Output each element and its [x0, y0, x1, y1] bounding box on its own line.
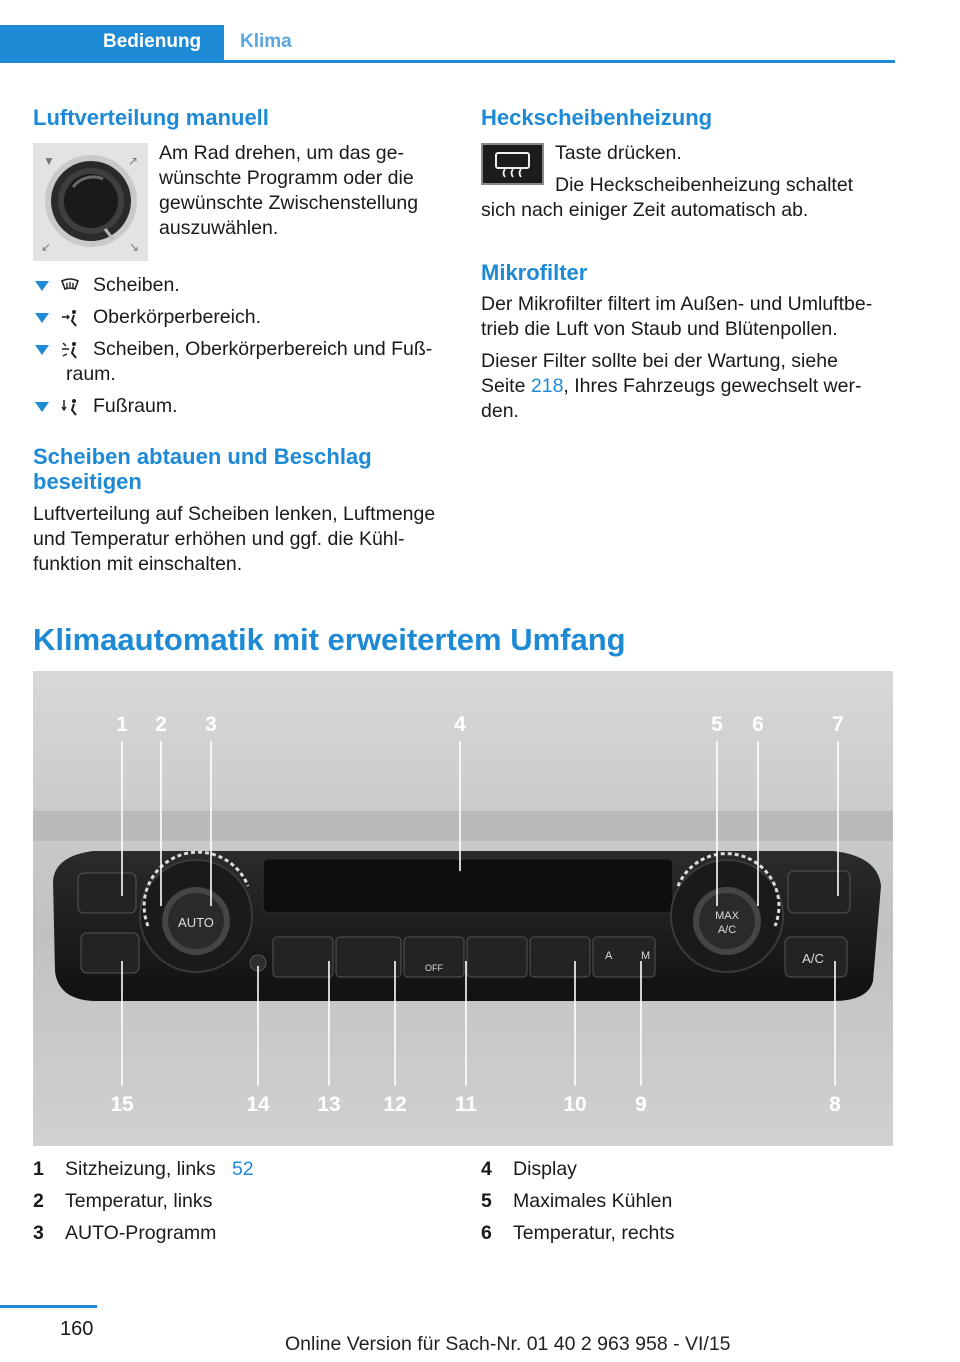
legend-number: 5 [481, 1190, 492, 1212]
legend-number: 2 [33, 1190, 44, 1212]
legend-label: AUTO-Programm [65, 1222, 217, 1244]
bullet-triangle-icon [35, 402, 49, 412]
callout-13: 13 [317, 1093, 341, 1116]
callout-14: 14 [246, 1093, 270, 1116]
callout-15: 15 [110, 1093, 134, 1116]
paragraph-line: den. [481, 400, 519, 422]
list-item [33, 394, 453, 420]
page-link-52[interactable]: 52 [231, 1158, 254, 1180]
legend-label: Sitzheizung, links [65, 1158, 216, 1180]
intro-line-2: wünschte Programm oder die [159, 167, 414, 189]
legend-label: Temperatur, rechts [513, 1222, 675, 1244]
paragraph-line: Luftverteilung auf Scheiben lenken, Luftmenge [33, 503, 436, 525]
footwell-air-icon [60, 398, 80, 416]
paragraph-line: Der Mikrofilter filtert im Außen- und Umluftbe- [481, 293, 873, 315]
legend-label: Temperatur, links [65, 1190, 213, 1212]
paragraph-line [481, 374, 901, 400]
upper-body-air-icon [60, 309, 80, 327]
legend-left [33, 1158, 463, 1258]
bullet-text-cont: raum. [66, 363, 116, 385]
legend-number: 1 [33, 1158, 44, 1180]
legend-number: 6 [481, 1222, 492, 1244]
tab-bedienung-label: Bedienung [103, 31, 202, 52]
windshield-icon [60, 277, 80, 295]
auto-button-label: AUTO [178, 915, 214, 930]
paragraph-line: Taste drücken. [555, 142, 682, 164]
section-title-mikrofilter: Mikrofilter [481, 260, 588, 285]
max-ac-label-1: MAX [715, 910, 739, 922]
rear-window-heating-icon [483, 145, 542, 183]
legend-text [65, 1158, 254, 1181]
am-button-label-m: M [641, 950, 651, 962]
intro-line-3: gewünschte Zwischenstellung [159, 192, 419, 214]
callout-2: 2 [155, 713, 167, 736]
bullet-text: Fußraum. [93, 395, 178, 417]
callout-3: 3 [205, 713, 217, 736]
bullet-triangle-icon [35, 313, 49, 323]
ac-button-label: A/C [802, 951, 824, 966]
list-item [33, 337, 453, 389]
callout-8: 8 [829, 1093, 841, 1116]
climate-control-panel-illustration [33, 671, 893, 1146]
section-title-luftverteilung: Luftverteilung manuell [33, 105, 269, 130]
page-number: 160 [60, 1318, 94, 1340]
paragraph-line: und Temperatur erhöhen und ggf. die Kühl- [33, 528, 405, 550]
text-segment: Seite [481, 375, 531, 397]
callout-1: 1 [116, 713, 128, 736]
windshield-upper-foot-air-icon [60, 341, 80, 359]
page-number-rule [0, 1305, 97, 1308]
intro-line-4: auszuwählen. [159, 217, 279, 239]
bullet-triangle-icon [35, 345, 49, 355]
text-segment: , Ihres Fahrzeugs gewechselt wer- [563, 375, 862, 397]
callout-11: 11 [454, 1093, 478, 1116]
paragraph-line: sich nach einiger Zeit automatisch ab. [481, 199, 809, 221]
bullet-text: Oberkörperbereich. [93, 306, 261, 328]
legend-number: 3 [33, 1222, 44, 1244]
legend-right [481, 1158, 901, 1258]
bullet-text: Scheiben, Oberkörperbereich und Fuß- [93, 338, 433, 360]
max-ac-label-2: A/C [717, 924, 737, 936]
callout-9: 9 [635, 1093, 647, 1116]
svg-text:▼: ▼ [43, 154, 55, 168]
legend-number: 4 [481, 1158, 492, 1180]
svg-text:↗: ↗ [128, 154, 139, 168]
air-distribution-knob-icon [33, 143, 148, 261]
page-title: Klimaautomatik mit erweitertem Umfang [33, 622, 626, 657]
callout-6: 6 [752, 713, 764, 736]
list-item [33, 305, 453, 331]
rotary-knob-image [33, 143, 148, 261]
section-title-scheiben-abtauen-2: beseitigen [33, 469, 142, 494]
legend-label: Maximales Kühlen [513, 1190, 673, 1212]
tab-bedienung[interactable] [0, 25, 224, 61]
climate-panel-figure [33, 671, 893, 1146]
paragraph-line: Die Heckscheibenheizung schaltet [555, 174, 854, 196]
section-title-scheiben-abtauen-1: Scheiben abtauen und Beschlag [33, 444, 372, 469]
callout-4: 4 [454, 713, 466, 736]
bullet-text: Scheiben. [93, 274, 180, 296]
callout-5: 5 [711, 713, 723, 736]
callout-12: 12 [383, 1093, 407, 1116]
svg-text:↙: ↙ [41, 240, 52, 254]
paragraph-line: trieb die Luft von Staub und Blütenpollen. [481, 318, 838, 340]
paragraph-line: Dieser Filter sollte bei der Wartung, siehe [481, 350, 838, 372]
footer-text: Online Version für Sach-Nr. 01 40 2 963 958 - VI/15 [285, 1333, 731, 1355]
callout-7: 7 [832, 713, 844, 736]
svg-text:↘: ↘ [129, 240, 140, 254]
rear-defrost-button-image [481, 143, 544, 185]
intro-line-1: Am Rad drehen, um das ge- [159, 142, 404, 164]
section-title-heckscheibenheizung: Heckscheibenheizung [481, 105, 713, 130]
paragraph-line: funktion mit einschalten. [33, 553, 243, 575]
bullet-triangle-icon [35, 281, 49, 291]
page-link-218[interactable]: 218 [530, 375, 564, 397]
off-button-label: OFF [425, 963, 443, 973]
list-item [33, 273, 453, 299]
tab-klima[interactable]: Klima [240, 31, 292, 52]
am-button-label-a: A [605, 950, 613, 962]
callout-10: 10 [563, 1093, 587, 1116]
legend-label: Display [513, 1158, 577, 1180]
